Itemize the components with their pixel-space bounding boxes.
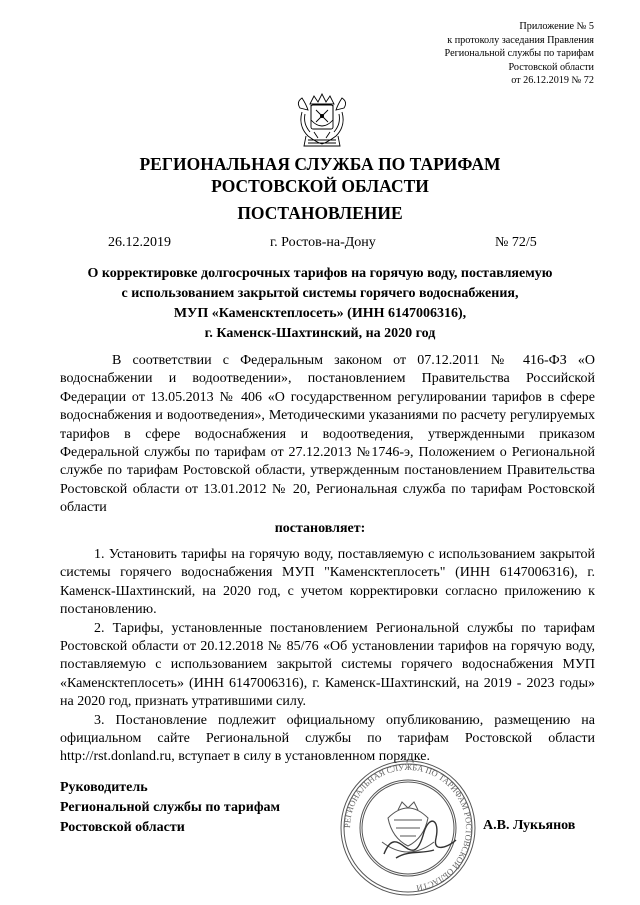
document-city: г. Ростов-на-Дону [270,235,376,250]
preamble-paragraph: В соответствии с Федеральным законом от 07.12.2011 № 416-ФЗ «О водоснабжении и водоотведении», постановлением Правительства Российской Федерации от 13.05.2013 № 406 «О государственном регулировании тарифов в сфере водоснабжения и водоотведения», Методическими указаниями по расчету регулируемых тарифов в сфере водоснабжения и водоотведения, утвержденными приказом Федеральной службы по тарифам от 27.12.2013 №1746-э, Положением о Региональной службе по тарифам Ростовской области, утвержденным постановлением Правительства Ростовской области от 13.01.2012 № 20, Региональная служба по тарифам Ростовской области [60,353,595,516]
appendix-line: Приложение № 5 [519,21,594,32]
signature-block [60,778,280,838]
appendix-line: от 26.12.2019 № 72 [511,75,594,87]
signer-name: А.В. Лукьянов [483,818,576,833]
resolution-item: 2. Тарифы, установленные постановлением Региональной службы по тарифам Ростовской области от 20.12.2018 № 85/76 «Об установлении тарифов на горячую воду, поставляемую с использованием закрытой системы горячего водоснабжения МУП «Каменсктеплосеть» (ИНН 6147006316), г. Каменск-Шахтинский, на 2019 - 2023 годы» на 2020 год, признать утратившими силу. [60,620,595,710]
document-date: 26.12.2019 [108,235,171,250]
coat-of-arms-icon [294,92,350,150]
appendix-note [445,20,594,88]
resolution-item: 3. Постановление подлежит официальному опубликованию, размещению на официальном сайте Региональной службы по тарифам Ростовской области http://rst.donland.ru, вступает в силу в установленном порядке. [60,712,595,765]
document-subject [40,264,600,344]
appendix-line: к протоколу заседания Правления [447,34,594,46]
appendix-line: Региональной службы по тарифам [444,48,594,60]
agency-title-line: РЕГИОНАЛЬНАЯ СЛУЖБА ПО ТАРИФАМ [139,154,501,174]
resolution-item: 1. Установить тарифы на горячую воду, поставляемую с использованием закрытой системы горячего водоснабжения МУП "Каменсктеплосеть" (ИНН 6147006316), г. Каменск-Шахтинский, на 2020 год, с учетом корректировки согласно приложению к постановлению. [60,547,595,618]
signature-title-line: Руководитель [60,780,148,795]
subject-line: О корректировке долгосрочных тарифов на горячую воду, поставляемую [87,266,553,281]
seal-text: РЕГИОНАЛЬНАЯ СЛУЖБА ПО ТАРИФАМ РОСТОВСКОЙ ОБЛАСТИ [341,761,475,894]
appendix-line: Ростовской области [508,61,594,73]
subject-line: г. Каменск-Шахтинский, на 2020 год [204,326,436,341]
resolution-items [60,546,595,767]
document-type: ПОСТАНОВЛЕНИЕ [237,203,403,223]
signature-title-line: Ростовской области [60,820,185,835]
agency-title-line: РОСТОВСКОЙ ОБЛАСТИ [211,176,429,196]
agency-title [0,153,640,197]
resolves-heading: постановляет: [274,521,366,536]
document-number: № 72/5 [495,235,537,250]
official-seal-icon [338,758,478,898]
subject-line: с использованием закрытой системы горячего водоснабжения, [121,286,519,301]
subject-line: МУП «Каменсктеплосеть» (ИНН 6147006316), [173,306,467,321]
signature-title-line: Региональной службы по тарифам [60,800,281,815]
